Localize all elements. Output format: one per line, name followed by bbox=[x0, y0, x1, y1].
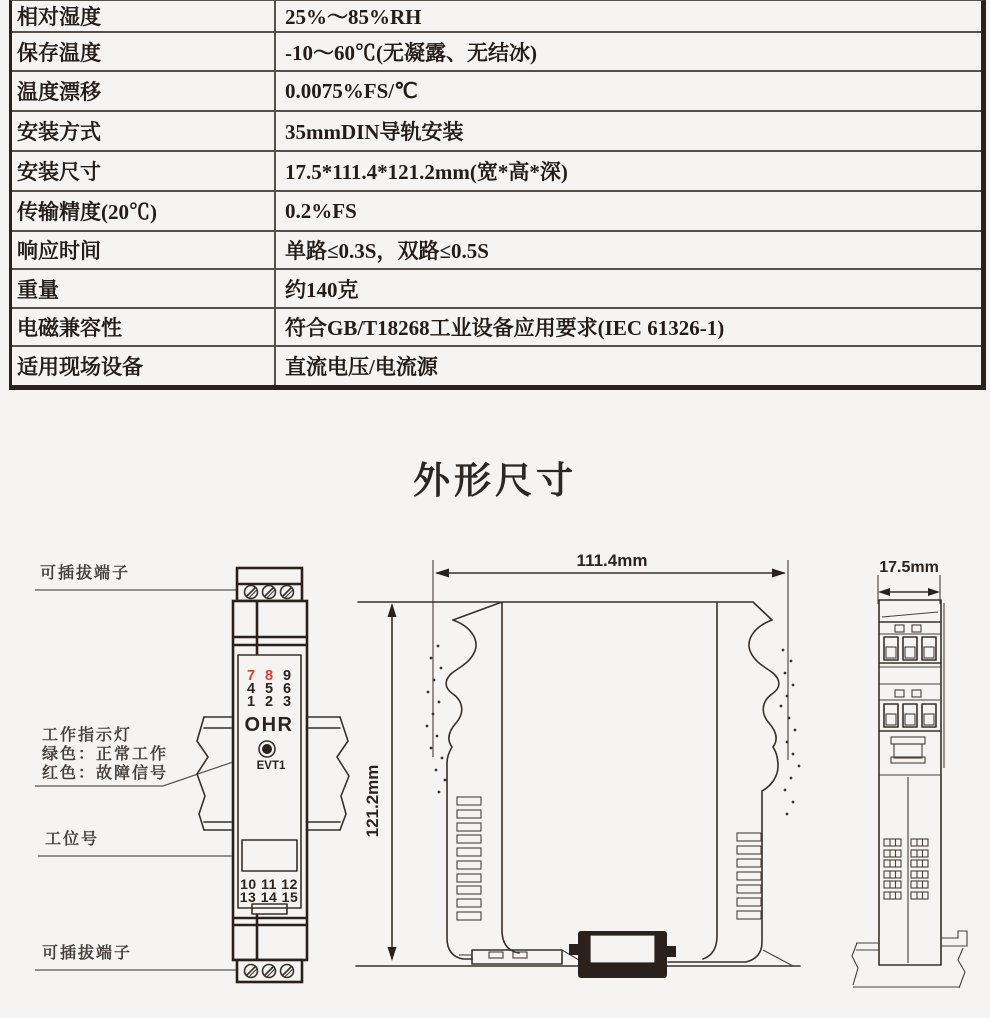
rail-cross-section bbox=[852, 931, 967, 988]
vent-grid bbox=[884, 839, 928, 899]
spec-value: 0.2%FS bbox=[285, 198, 357, 223]
arrow-up-icon bbox=[388, 603, 397, 617]
spec-table-row bbox=[12, 232, 981, 270]
spec-table-row bbox=[12, 152, 981, 192]
terminal-number-3: 3 bbox=[282, 694, 292, 710]
arrow-down-icon bbox=[388, 947, 397, 961]
spec-label: 相对湿度 bbox=[12, 1, 276, 31]
spec-value: 符合GB/T18268工业设备应用要求(IEC 61326-1) bbox=[285, 316, 725, 340]
spec-table bbox=[9, 0, 986, 390]
terminal-numbers-top bbox=[247, 668, 291, 710]
width-dimension bbox=[433, 551, 788, 760]
spec-table-row bbox=[12, 33, 981, 72]
terminal-number-5: 5 bbox=[264, 681, 274, 697]
din-clip-latch bbox=[569, 931, 676, 978]
spec-value: 25%～85%RH bbox=[285, 5, 422, 29]
spec-label: 电磁兼容性 bbox=[12, 309, 276, 345]
spec-label: 保存温度 bbox=[12, 33, 276, 70]
spec-label: 重量 bbox=[12, 270, 276, 307]
terminal-openings-row1 bbox=[884, 637, 936, 660]
spec-table-row bbox=[12, 270, 981, 309]
callout-bottom-terminal: 可插拔端子 bbox=[42, 945, 133, 962]
terminal-numbers-10-12: 10 11 12 bbox=[240, 876, 298, 892]
spec-label: 温度漂移 bbox=[12, 72, 276, 110]
terminal-number-9: 9 bbox=[282, 668, 292, 684]
callout-station: 工位号 bbox=[45, 831, 100, 848]
depth-dimension bbox=[878, 559, 940, 604]
callout-top-terminal: 可插拔端子 bbox=[40, 565, 131, 582]
station-holder-side bbox=[891, 737, 925, 763]
spec-label: 适用现场设备 bbox=[12, 347, 276, 385]
depth-dimension-label: 17.5mm bbox=[879, 559, 939, 576]
front-view-drawing bbox=[35, 568, 349, 982]
arrow-left-icon bbox=[435, 569, 449, 578]
spec-value: 直流电压/电流源 bbox=[285, 355, 438, 379]
terminal-number-6: 6 bbox=[282, 681, 292, 697]
callout-indicator-line2: 绿色：正常工作 bbox=[42, 746, 169, 763]
outline-dimension-drawings bbox=[0, 530, 990, 1018]
terminal-numbers-bottom bbox=[240, 876, 299, 905]
spec-value: 0.0075%FS/℃ bbox=[285, 78, 418, 103]
spec-table-row bbox=[12, 309, 981, 347]
spec-value: 约140克 bbox=[285, 277, 359, 302]
spec-label: 安装方式 bbox=[12, 112, 276, 150]
arrow-right-icon bbox=[928, 588, 940, 596]
terminal-number-7: 7 bbox=[246, 668, 256, 684]
arrow-left-icon bbox=[878, 588, 890, 596]
spec-table-row bbox=[12, 112, 981, 152]
terminal-number-1: 1 bbox=[246, 694, 256, 710]
height-dimension-label: 121.2mm bbox=[363, 764, 382, 838]
module-front bbox=[233, 568, 307, 982]
led-label: EVT1 bbox=[256, 760, 286, 772]
section-title: 外形尺寸 bbox=[413, 460, 577, 501]
leader-lines bbox=[35, 586, 262, 974]
spec-label: 响应时间 bbox=[12, 232, 276, 268]
terminal-number-8: 8 bbox=[264, 668, 274, 684]
terminal-number-4: 4 bbox=[246, 681, 256, 697]
side-view-drawing bbox=[356, 551, 800, 978]
texture-dots bbox=[426, 645, 801, 816]
spec-table-row bbox=[12, 72, 981, 112]
spec-table-row bbox=[12, 347, 981, 385]
spec-value: -10～60℃(无凝露、无结冰) bbox=[285, 40, 537, 65]
end-view-body bbox=[852, 600, 967, 988]
end-view-drawing bbox=[852, 559, 967, 988]
brand-logo: OHR bbox=[244, 714, 294, 736]
spec-value: 单路≤0.3S，双路≤0.5S bbox=[285, 239, 489, 263]
width-dimension-label: 111.4mm bbox=[576, 551, 648, 570]
arrow-right-icon bbox=[772, 569, 786, 578]
terminal-openings-row2 bbox=[884, 704, 936, 727]
spec-label: 传输精度(20℃) bbox=[12, 192, 276, 230]
spec-value: 35mmDIN导轨安装 bbox=[285, 120, 464, 144]
callout-indicator-line3: 红色：故障信号 bbox=[42, 765, 169, 782]
spec-table-row bbox=[12, 192, 981, 232]
spec-label: 安装尺寸 bbox=[12, 152, 276, 190]
terminal-numbers-13-15: 13 14 15 bbox=[239, 889, 299, 905]
callout-indicator-line1: 工作指示灯 bbox=[42, 727, 133, 744]
spec-value: 17.5*111.4*121.2mm(宽*高*深) bbox=[285, 160, 568, 184]
terminal-number-2: 2 bbox=[264, 694, 274, 710]
spec-table-row bbox=[12, 1, 981, 33]
